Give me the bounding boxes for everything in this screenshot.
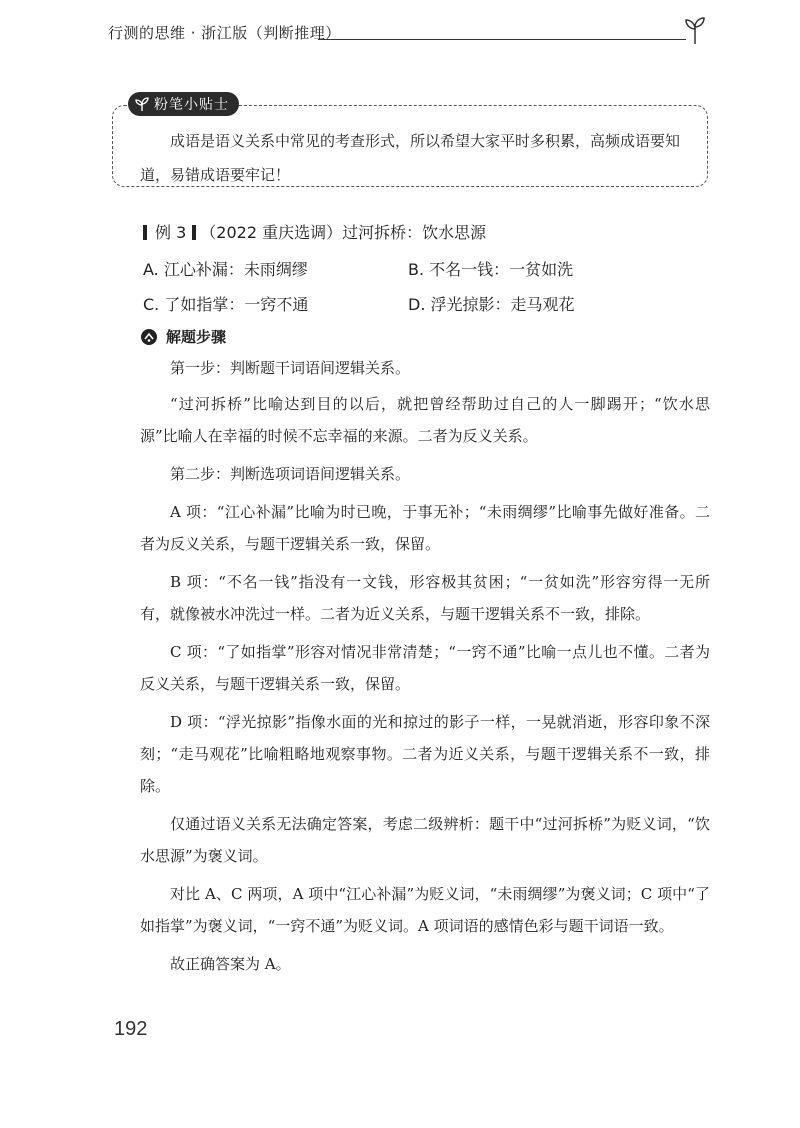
example-number: 例 3 <box>155 223 187 242</box>
sprout-icon <box>682 14 708 46</box>
solution-paragraph: 仅通过语义关系无法确定答案，考虑二级辨析：题干中“过河拆桥”为贬义词，“饮水思源”为褒义词。 <box>140 815 710 865</box>
solution-body <box>140 352 710 986</box>
option-d: D. 浮光掠影：走马观花 <box>408 295 575 314</box>
option-a: A. 江心补漏：未雨绸缪 <box>143 260 308 279</box>
option-c: C. 了如指掌：一窍不通 <box>143 295 309 314</box>
solution-paragraph: 第二步：判断选项词语间逻辑关系。 <box>170 465 411 483</box>
solution-paragraph: B 项：“不名一钱”指没有一文钱，形容极其贫困；“一贫如洗”形容穷得一无所有，就像被水冲洗过一样。二者为近义关系，与题干逻辑关系不一致，排除。 <box>140 573 710 623</box>
page-header <box>108 14 708 54</box>
solution-label: 解题步骤 <box>166 328 227 346</box>
solution-paragraph: D 项：“浮光掠影”指像水面的光和掠过的影子一样，一晃就消逝，形容印象不深刻；“走马观花”比喻粗略地观察事物。二者为近义关系，与题干逻辑关系不一致，排除。 <box>140 713 710 795</box>
option-b: B. 不名一钱：一贫如洗 <box>408 260 574 279</box>
sprout-icon <box>134 96 150 112</box>
page-number: 192 <box>114 1018 148 1040</box>
solution-paragraph: A 项：“江心补漏”比喻为时已晚，于事无补；“未雨绸缪”比喻事先做好准备。二者为反义关系，与题干逻辑关系一致，保留。 <box>140 503 710 553</box>
tip-badge <box>128 92 239 116</box>
tip-text: 成语是语义关系中常见的考查形式，所以希望大家平时多积累，高频成语要知道，易错成语要牢记！ <box>140 132 681 184</box>
solution-paragraph: C 项：“了如指掌”形容对情况非常清楚；“一窍不通”比喻一点儿也不懂。二者为反义关系，与题干逻辑关系一致，保留。 <box>140 643 710 693</box>
example-heading <box>143 220 486 243</box>
example-source: （2022 重庆选调）过河拆桥：饮水思源 <box>200 223 487 242</box>
solution-paragraph: 对比 A、C 两项，A 项中“江心补漏”为贬义词，“未雨绸缪”为褒义词；C 项中“了如指掌”为褒义词，“一窍不通”为贬义词。A 项词语的感情色彩与题干词语一致。 <box>140 885 710 935</box>
book-title: 行测的思维 · 浙江版（判断推理） <box>108 24 341 42</box>
bracket-mark <box>192 225 196 240</box>
solution-paragraph: 故正确答案为 A。 <box>170 955 291 973</box>
header-divider <box>318 39 686 40</box>
bracket-mark <box>143 225 147 240</box>
tip-label: 粉笔小贴士 <box>154 97 229 113</box>
solution-heading <box>140 326 226 347</box>
solution-paragraph: “过河拆桥”比喻达到目的以后，就把曾经帮助过自己的人一脚踢开；“饮水思源”比喻人在幸福的时候不忘幸福的来源。二者为反义关系。 <box>140 395 710 445</box>
solution-paragraph: 第一步：判断题干词语间逻辑关系。 <box>170 359 411 377</box>
solution-icon <box>140 328 158 346</box>
